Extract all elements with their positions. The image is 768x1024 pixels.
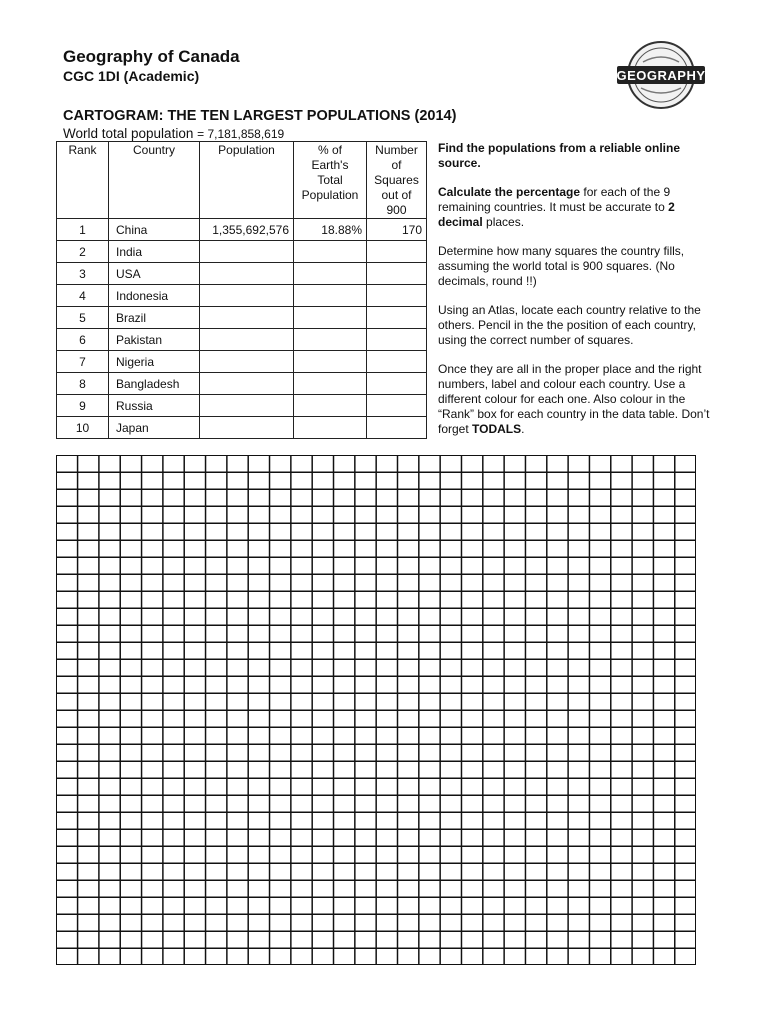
instruction-calculate	[438, 185, 710, 230]
squares-cell[interactable]	[367, 373, 427, 395]
squares-cell[interactable]	[367, 395, 427, 417]
table-row	[57, 219, 427, 241]
header-population: Population	[200, 142, 294, 219]
world-population	[63, 126, 284, 141]
country-cell: USA	[109, 263, 200, 285]
rank-cell: 1	[57, 219, 109, 241]
country-cell: Japan	[109, 417, 200, 439]
header-percent	[294, 142, 367, 219]
rank-cell: 2	[57, 241, 109, 263]
rank-cell: 7	[57, 351, 109, 373]
population-table	[56, 141, 427, 439]
header-squares-line: Squares	[374, 173, 419, 187]
population-cell[interactable]: 1,355,692,576	[200, 219, 294, 241]
table-row	[57, 241, 427, 263]
page-title: Geography of Canada	[63, 47, 240, 66]
squares-cell[interactable]	[367, 417, 427, 439]
squares-cell[interactable]: 170	[367, 219, 427, 241]
world-population-label: World total population	[63, 126, 194, 141]
header-percent-line: Earth's	[311, 158, 349, 172]
percent-cell[interactable]	[294, 241, 367, 263]
country-cell: Brazil	[109, 307, 200, 329]
squares-cell[interactable]	[367, 329, 427, 351]
population-cell[interactable]	[200, 241, 294, 263]
header-percent-line: % of	[317, 143, 342, 157]
percent-cell[interactable]	[294, 373, 367, 395]
population-cell[interactable]	[200, 285, 294, 307]
course-code: CGC 1DI (Academic)	[63, 68, 200, 84]
population-cell[interactable]	[200, 373, 294, 395]
rank-cell: 5	[57, 307, 109, 329]
population-cell[interactable]	[200, 307, 294, 329]
rank-cell: 3	[57, 263, 109, 285]
logo-text: GEOGRAPHY	[616, 68, 706, 83]
percent-cell[interactable]: 18.88%	[294, 219, 367, 241]
rank-cell: 9	[57, 395, 109, 417]
instruction-text: places.	[482, 215, 525, 229]
header-country: Country	[109, 142, 200, 219]
header-squares-line: of	[391, 158, 402, 172]
instruction-text: .	[521, 422, 525, 436]
table-row	[57, 329, 427, 351]
percent-cell[interactable]	[294, 307, 367, 329]
instruction-bold: TODALS	[472, 422, 522, 436]
cartogram-grid[interactable]	[56, 455, 696, 965]
country-cell: Nigeria	[109, 351, 200, 373]
country-cell: China	[109, 219, 200, 241]
header-rank: Rank	[57, 142, 109, 219]
population-cell[interactable]	[200, 263, 294, 285]
instruction-find: Find the populations from a reliable online source.	[438, 141, 681, 170]
instruction-colour	[438, 362, 710, 437]
percent-cell[interactable]	[294, 285, 367, 307]
table-row	[57, 373, 427, 395]
section-heading: CARTOGRAM: THE TEN LARGEST POPULATIONS (2014)	[63, 108, 457, 124]
table-row	[57, 307, 427, 329]
percent-cell[interactable]	[294, 395, 367, 417]
country-cell: India	[109, 241, 200, 263]
country-cell: Bangladesh	[109, 373, 200, 395]
rank-cell: 6	[57, 329, 109, 351]
geography-badge-icon	[613, 40, 709, 110]
rank-cell: 10	[57, 417, 109, 439]
table-row	[57, 417, 427, 439]
percent-cell[interactable]	[294, 263, 367, 285]
table-row	[57, 263, 427, 285]
header-squares-line: out of	[381, 188, 412, 202]
percent-cell[interactable]	[294, 351, 367, 373]
squares-cell[interactable]	[367, 241, 427, 263]
instruction-text: for each of the 9 remaining countries. It must be accurate to	[438, 185, 671, 214]
population-cell[interactable]	[200, 329, 294, 351]
header-squares-line: 900	[386, 203, 407, 217]
population-cell[interactable]	[200, 351, 294, 373]
table-header-row	[57, 142, 427, 219]
squares-cell[interactable]	[367, 263, 427, 285]
rank-cell: 8	[57, 373, 109, 395]
percent-cell[interactable]	[294, 329, 367, 351]
percent-cell[interactable]	[294, 417, 367, 439]
header-squares-line: Number	[375, 143, 418, 157]
rank-cell: 4	[57, 285, 109, 307]
header-percent-line: Population	[301, 188, 359, 202]
instruction-bold: Calculate the percentage	[438, 185, 581, 199]
squares-cell[interactable]	[367, 285, 427, 307]
world-population-value: = 7,181,858,619	[197, 127, 285, 141]
instruction-determine: Determine how many squares the country fills, assuming the world total is 900 squares. (No decimals, round !!)	[438, 244, 685, 288]
table-row	[57, 395, 427, 417]
population-cell[interactable]	[200, 395, 294, 417]
instructions	[438, 141, 710, 451]
table-row	[57, 351, 427, 373]
header-percent-line: Total	[317, 173, 343, 187]
table-row	[57, 285, 427, 307]
population-cell[interactable]	[200, 417, 294, 439]
country-cell: Pakistan	[109, 329, 200, 351]
country-cell: Russia	[109, 395, 200, 417]
instruction-bold: 2 decimal	[438, 200, 675, 229]
country-cell: Indonesia	[109, 285, 200, 307]
squares-cell[interactable]	[367, 351, 427, 373]
header-squares	[367, 142, 427, 219]
instruction-text: Once they are all in the proper place and the right numbers, label and colour each country. Use a different colour for each one. Also colour in the “Rank” box for each country in the data table. Don’t forget	[438, 362, 710, 436]
squares-cell[interactable]	[367, 307, 427, 329]
instruction-atlas: Using an Atlas, locate each country relative to the others. Pencil in the the position of each country, using the correct number of squares.	[438, 303, 701, 347]
